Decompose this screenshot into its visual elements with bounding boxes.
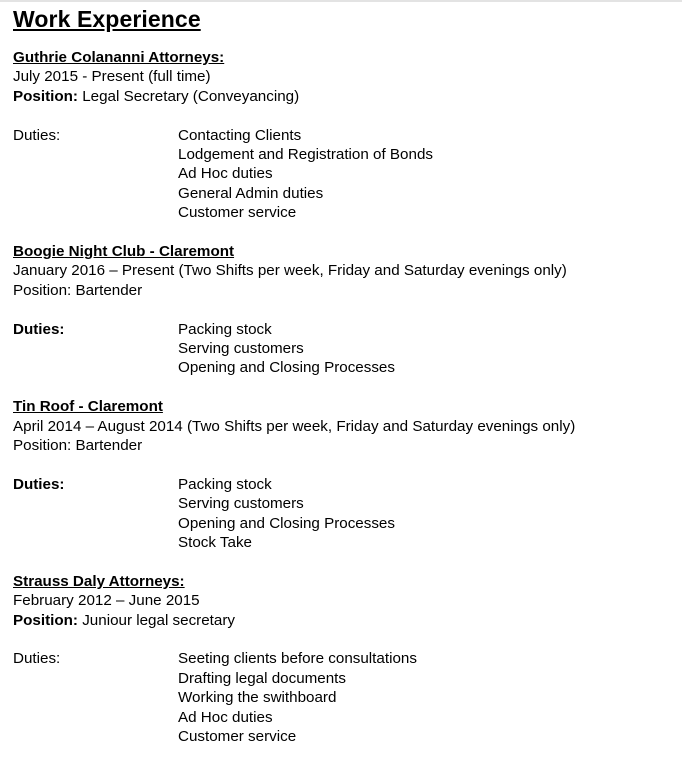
- position-line: [13, 611, 673, 630]
- duty-item: Opening and Closing Processes: [178, 514, 395, 532]
- employment-period: April 2014 – August 2014 (Two Shifts per week, Friday and Saturday evenings only): [13, 417, 576, 435]
- job-entry: [13, 242, 673, 378]
- duties-block: [13, 649, 673, 746]
- position-value: Legal Secretary (Conveyancing): [82, 87, 300, 105]
- duties-label: Duties:: [13, 475, 65, 493]
- duty-item: Customer service: [178, 728, 297, 746]
- duty-item: Opening and Closing Processes: [178, 359, 395, 377]
- duties-list: [178, 320, 395, 378]
- employer-name: Guthrie Colananni Attorneys:: [13, 49, 225, 66]
- duties-list: [178, 475, 395, 553]
- employer-name: Boogie Night Club - Claremont: [13, 243, 235, 261]
- duties-label: Duties:: [13, 320, 65, 338]
- document-page: [13, 5, 673, 766]
- job-entry: [13, 397, 673, 552]
- position-line: [13, 87, 673, 106]
- duty-item: Ad Hoc duties: [178, 708, 273, 726]
- duty-item: Packing stock: [178, 320, 272, 338]
- employment-period: February 2012 – June 2015: [13, 592, 200, 610]
- employment-period: January 2016 – Present (Two Shifts per week, Friday and Saturday evenings only): [13, 262, 567, 280]
- duty-item: Working the swithboard: [178, 689, 337, 707]
- position-label: Position:: [13, 87, 78, 105]
- duties-label: Duties:: [13, 126, 61, 144]
- duty-item: Customer service: [178, 204, 297, 222]
- position-line: Position: Bartender: [13, 437, 143, 455]
- position-label: Position:: [13, 611, 78, 629]
- duties-block: [13, 475, 673, 553]
- duties-label: Duties:: [13, 650, 61, 668]
- employment-period: July 2015 - Present (full time): [13, 68, 211, 86]
- employer-name: Strauss Daly Attorneys:: [13, 572, 185, 590]
- duties-list: [178, 126, 433, 223]
- duty-item: Packing stock: [178, 475, 272, 493]
- duty-item: Serving customers: [178, 495, 304, 513]
- duty-item: Lodgement and Registration of Bonds: [178, 146, 433, 164]
- job-entry: [13, 48, 673, 223]
- duties-list: [178, 649, 417, 746]
- employer-name: Tin Roof - Claremont: [13, 398, 163, 416]
- page-title: Work Experience: [13, 6, 201, 32]
- duty-item: Drafting legal documents: [178, 669, 346, 687]
- duty-item: Ad Hoc duties: [178, 165, 273, 183]
- duty-item: Seeting clients before consultations: [178, 650, 417, 668]
- job-entry: [13, 572, 673, 747]
- duty-item: Serving customers: [178, 340, 304, 358]
- top-rule: [0, 0, 682, 2]
- duties-block: [13, 126, 673, 223]
- duties-block: [13, 320, 673, 378]
- duty-item: Contacting Clients: [178, 126, 302, 144]
- position-value: Juniour legal secretary: [82, 611, 235, 629]
- position-line: Position: Bartender: [13, 281, 143, 299]
- duty-item: General Admin duties: [178, 184, 324, 202]
- duty-item: Stock Take: [178, 534, 253, 552]
